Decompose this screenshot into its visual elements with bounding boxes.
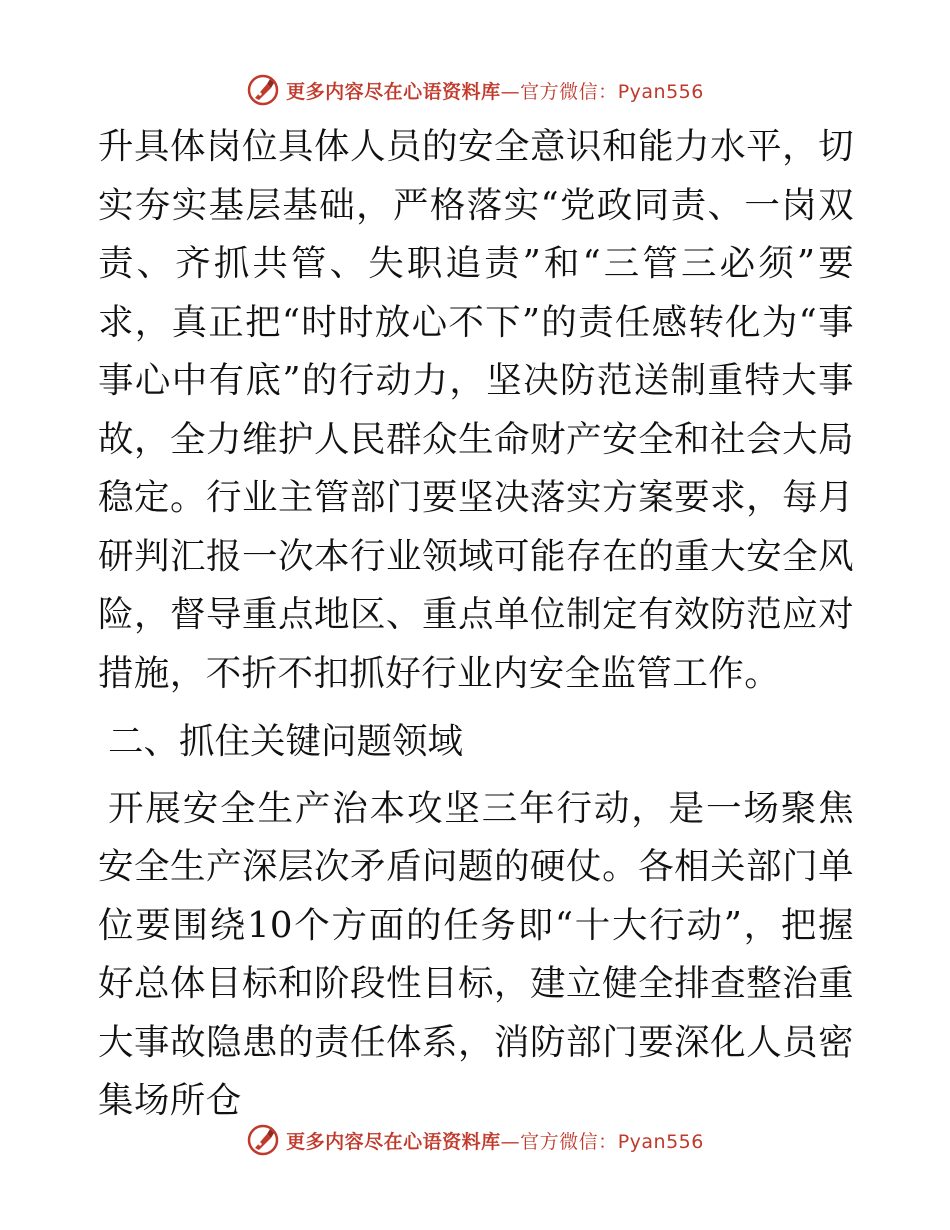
paragraph-continued: 升具体岗位具体人员的安全意识和能力水平，切实夯实基层基础，严格落实“党政同责、一岗双责、齐抓共管、失职追责”和“三管三必须”要求，真正把“时时放心不下”的责任感转化为“事事心中有底”的行动力，坚决防范送制重特大事故，全力维护人民群众生命财产安全和社会大局稳定。行业主管部门要坚决落实方案要求，每月研判汇报一次本行业领域可能存在的重大安全风险，督导重点地区、重点单位制定有效防范应对措施，不折不扣抓好行业内安全监管工作。 (98, 126, 854, 694)
footer-watermark (0, 1120, 950, 1160)
watermark-dash: — (500, 80, 521, 103)
watermark-wechat-id: Pyan556 (617, 80, 704, 103)
watermark-main: 更多内容尽在心语资料库 (286, 80, 501, 103)
watermark-main: 更多内容尽在心语资料库 (286, 1130, 501, 1153)
document-body (98, 118, 854, 1131)
watermark-sub: 官方微信： (520, 80, 618, 103)
watermark-text (286, 77, 704, 104)
pen-nib-logo-icon (246, 73, 280, 107)
section-heading: 二、抓住关键问题领域 (108, 721, 464, 762)
watermark-dash: — (500, 1130, 521, 1153)
pen-nib-logo-icon (246, 1123, 280, 1157)
paragraph-section-2: 开展安全生产治本攻坚三年行动，是一场聚焦安全生产深层次矛盾问题的硬仗。各相关部门单位要围绕10个方面的任务即“十大行动”，把握好总体目标和阶段性目标，建立健全排查整治重大事故隐患的责任体系，消防部门要深化人员密集场所仓 (98, 787, 854, 1121)
watermark-sub: 官方微信： (520, 1130, 618, 1153)
header-watermark (0, 70, 950, 110)
watermark-text (286, 1127, 704, 1154)
watermark-wechat-id: Pyan556 (617, 1130, 704, 1153)
